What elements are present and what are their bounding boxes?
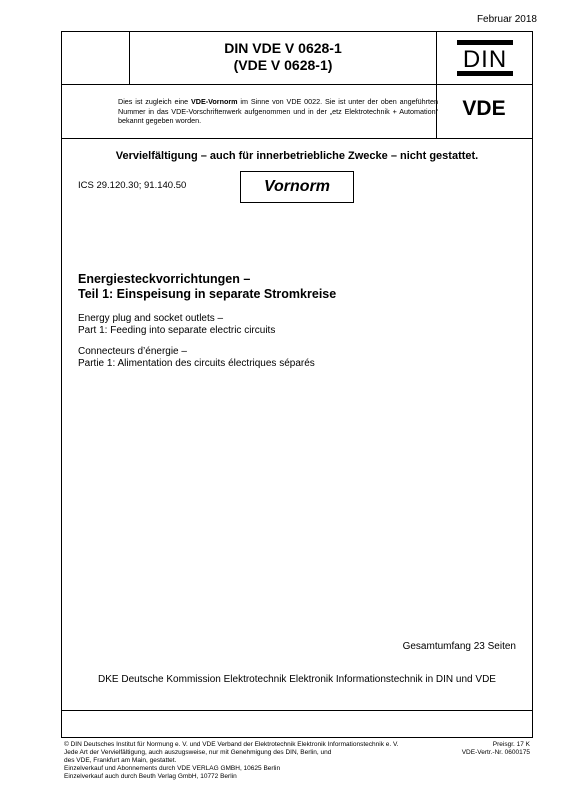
sales-line: Einzelverkauf und Abonnements durch VDE VERLAG GMBH, 10625 Berlin [64,764,281,772]
document-number: DIN VDE V 0628-1 [224,40,342,56]
title-en-line2: Part 1: Feeding into separate electric circuits [78,325,276,336]
sales-line: Einzelverkauf auch durch Beuth Verlag GmbH, 10772 Berlin [64,772,237,780]
title-de-line1: Energiesteckvorrichtungen – [78,272,251,286]
vde-logo-text: VDE [462,97,506,119]
vornorm-stamp [240,171,354,203]
vde-logo-icon [447,97,522,119]
copyright-line: Jede Art der Vervielfältigung, auch auszugsweise, nur mit Genehmigung des DIN, Berlin, und [64,748,332,756]
copyright-line: des VDE, Frankfurt am Main, gestattet. [64,756,177,764]
notice-part2: im Sinne von VDE 0022. Sie ist unter der oben angeführten Nummer in das VDE-Vorschriftenwerk aufgenommen und in der „etz Elektrotechnik + Automation“ bekannt gegeben worden. [118,97,438,126]
notice-part1: Dies ist zugleich eine [118,97,191,106]
price-block [430,741,530,757]
vde-notice [118,97,438,126]
copyright-block [64,741,404,781]
copyright-line: © DIN Deutsches Institut für Normung e. V. und VDE Verband der Elektrotechnik Elektronik Informationstechnik e. V. [64,741,399,748]
vornorm-label: Vornorm [263,178,331,195]
vde-number: (VDE V 0628-1) [233,57,333,73]
title-en-line1: Energy plug and socket outlets – [78,313,224,324]
notice-bold: VDE-Vornorm [190,97,238,106]
dke-line: DKE Deutsche Kommission Elektrotechnik Elektronik Informationstechnik in DIN und VDE [98,674,496,685]
total-pages: Gesamtumfang 23 Seiten [402,641,516,652]
reproduction-notice: Vervielfältigung – auch für innerbetriebliche Zwecke – nicht gestattet. [115,150,479,162]
notice-divider [61,138,533,139]
title-de-line2: Teil 1: Einspeisung in separate Stromkreise [78,287,337,301]
distribution-number: VDE-Vertr.-Nr. 0600175 [461,748,530,756]
title-fr-line2: Partie 1: Alimentation des circuits électriques séparés [78,358,315,369]
title-fr-line1: Connecteurs d’énergie – [78,346,187,357]
din-logo-icon [455,38,515,78]
footer-divider [61,710,533,711]
header-divider [61,84,533,85]
publication-date: Februar 2018 [476,14,537,25]
price-group: Preisgr. 17 K [492,741,530,748]
din-logo-text: DIN [462,46,508,73]
ics-codes: ICS 29.120.30; 91.140.50 [78,180,187,191]
